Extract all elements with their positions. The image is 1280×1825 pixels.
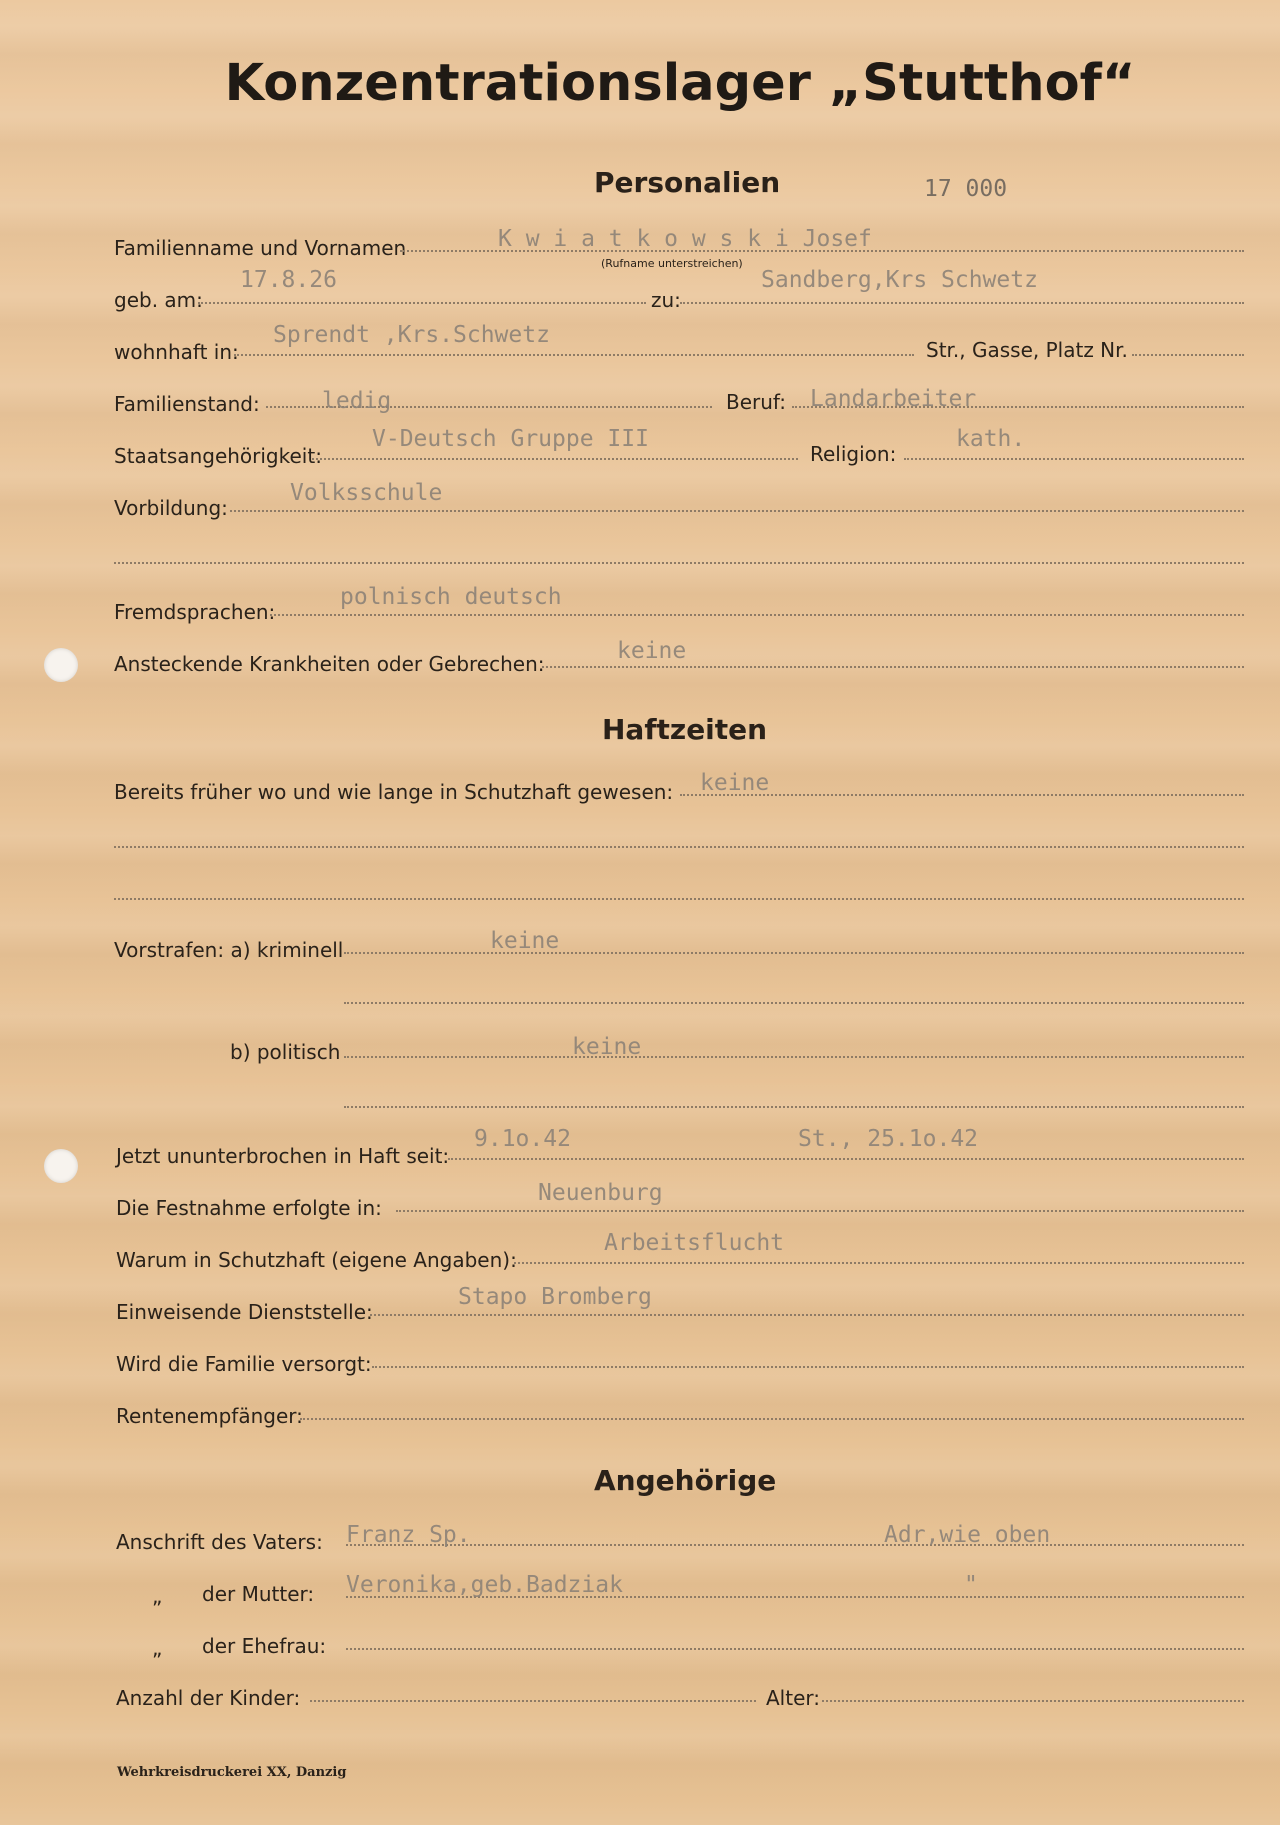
printer-imprint: Wehrkreisdruckerei XX, Danzig (117, 1765, 347, 1780)
value-haft-st: St., 25.1o.42 (798, 1126, 979, 1152)
value-haft-seit: 9.1o.42 (474, 1126, 571, 1152)
label-vorstrafen-b: b) politisch (230, 1040, 341, 1064)
line-krankheiten (542, 666, 1244, 668)
label-ehefrau: der Ehefrau: (202, 1634, 327, 1658)
label-familie-versorgt: Wird die Familie versorgt: (116, 1352, 372, 1376)
line-strasse (1132, 354, 1244, 356)
value-festnahme: Neuenburg (538, 1180, 663, 1206)
label-beruf: Beruf: (726, 390, 786, 414)
line-festnahme (396, 1210, 1244, 1212)
prisoner-number: 17 000 (924, 176, 1008, 202)
label-geb-am: geb. am: (114, 288, 203, 312)
label-alter: Alter: (766, 1686, 820, 1710)
value-familienstand: ledig (322, 388, 392, 414)
section-haftzeiten: Haftzeiten (602, 713, 768, 746)
line-frueher-haft-2 (114, 846, 1244, 848)
value-vater: Franz Sp. (346, 1522, 471, 1548)
line-wohnhaft (234, 354, 914, 356)
label-staatsangehoerigkeit: Staatsangehörigkeit: (114, 444, 322, 468)
label-mutter: der Mutter: (202, 1582, 315, 1606)
line-kinder (310, 1700, 756, 1702)
label-vater: Anschrift des Vaters: (116, 1530, 323, 1554)
line-haft-seit (448, 1158, 1244, 1160)
value-frueher-haft: keine (700, 770, 770, 796)
label-rentenempfaenger: Rentenempfänger: (116, 1404, 303, 1428)
value-zu: Sandberg,Krs Schwetz (761, 267, 1038, 293)
line-alter (822, 1700, 1244, 1702)
value-vorstrafen-a: keine (490, 928, 560, 954)
line-rentenempfaenger (300, 1418, 1244, 1420)
line-dienststelle (370, 1314, 1244, 1316)
line-frueher-haft-3 (114, 898, 1244, 900)
value-staatsangehoerigkeit: V-Deutsch Gruppe III (372, 426, 649, 452)
value-vorbildung: Volksschule (290, 480, 443, 506)
label-wohnhaft: wohnhaft in: (114, 340, 239, 364)
value-wohnhaft: Sprendt ,Krs.Schwetz (273, 322, 550, 348)
line-staatsangehoerigkeit (312, 458, 798, 460)
label-name: Familienname und Vornamen (114, 236, 407, 260)
line-vater (346, 1544, 1244, 1546)
label-festnahme: Die Festnahme erfolgte in: (116, 1196, 382, 1220)
value-dienststelle: Stapo Bromberg (458, 1284, 652, 1310)
page-title: Konzentrationslager „Stutthof“ (224, 54, 1136, 113)
line-vorbildung-2 (114, 562, 1244, 564)
label-vorbildung: Vorbildung: (114, 496, 228, 520)
value-beruf: Landarbeiter (810, 386, 977, 412)
label-ehefrau-ditto: „ (152, 1636, 163, 1660)
label-strasse: Str., Gasse, Platz Nr. (926, 338, 1128, 362)
label-warum: Warum in Schutzhaft (eigene Angaben): (116, 1248, 517, 1272)
label-vorstrafen-a: Vorstrafen: a) kriminell (114, 938, 344, 962)
label-haft-seit: Jetzt ununterbrochen in Haft seit: (116, 1144, 450, 1168)
value-name: K w i a t k o w s k i Josef (498, 226, 872, 252)
label-fremdsprachen: Fremdsprachen: (114, 600, 276, 624)
line-vorstrafen-a-2 (344, 1002, 1244, 1004)
value-krankheiten: keine (617, 638, 687, 664)
line-familie-versorgt (372, 1366, 1244, 1368)
label-frueher-haft: Bereits früher wo und wie lange in Schutzhaft gewesen: (114, 780, 674, 804)
label-religion: Religion: (810, 442, 897, 466)
value-geb-am: 17.8.26 (240, 267, 337, 293)
line-vorstrafen-a (344, 952, 1244, 954)
line-vorbildung (230, 510, 1244, 512)
line-vorstrafen-b-2 (344, 1106, 1244, 1108)
value-religion: kath. (956, 426, 1026, 452)
line-ehefrau (346, 1648, 1244, 1650)
label-krankheiten: Ansteckende Krankheiten oder Gebrechen: (114, 652, 545, 676)
punch-hole-upper (44, 648, 78, 682)
label-zu: zu: (651, 288, 681, 312)
value-vorstrafen-b: keine (572, 1034, 642, 1060)
rufname-note: (Rufname unterstreichen) (601, 257, 743, 270)
line-warum (514, 1262, 1244, 1264)
value-vater-adr: Adr,wie oben (884, 1522, 1051, 1548)
value-warum: Arbeitsflucht (604, 1230, 785, 1256)
value-fremdsprachen: polnisch deutsch (340, 584, 562, 610)
punch-hole-lower (44, 1149, 78, 1183)
value-mutter-ditto: " (964, 1572, 978, 1598)
line-fremdsprachen (270, 614, 1244, 616)
label-dienststelle: Einweisende Dienststelle: (116, 1300, 373, 1324)
line-religion (904, 458, 1244, 460)
section-angehoerige: Angehörige (594, 1464, 777, 1497)
value-mutter: Veronika,geb.Badziak (346, 1572, 623, 1598)
label-familienstand: Familienstand: (114, 392, 260, 416)
label-mutter-ditto: „ (152, 1584, 163, 1608)
line-vorstrafen-b (344, 1056, 1244, 1058)
line-geb-am (198, 302, 646, 304)
label-kinder: Anzahl der Kinder: (116, 1686, 301, 1710)
section-personalien: Personalien (594, 166, 781, 199)
line-zu (680, 302, 1244, 304)
